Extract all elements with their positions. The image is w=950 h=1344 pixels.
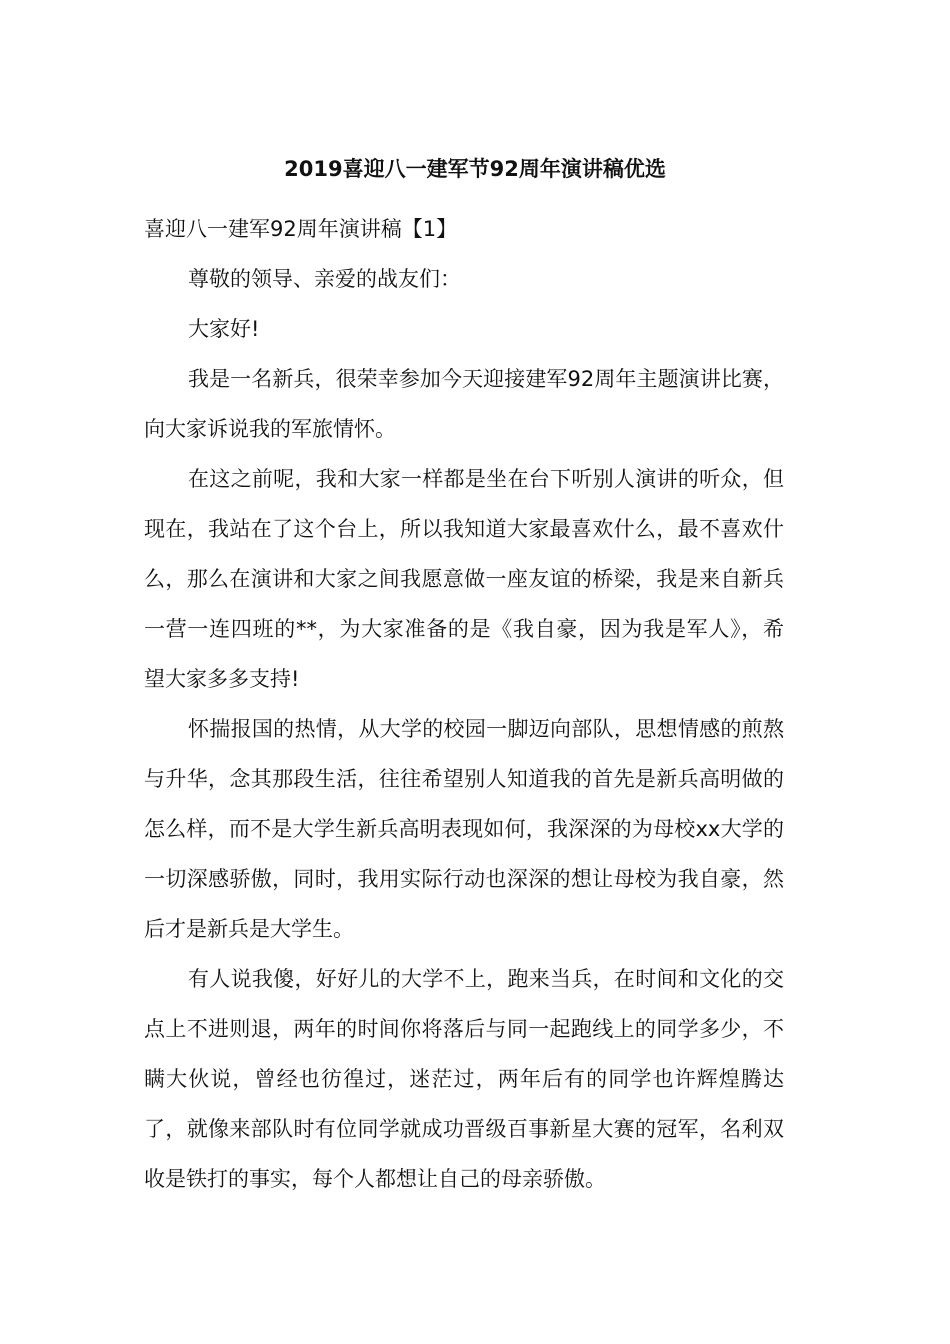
paragraph-greeting-audience: 尊敬的领导、亲爱的战友们： [188,267,461,291]
paragraph-others-opinion: 有人说我傻，好好儿的大学不上，跑来当兵，在时间和文化的交点上不进则退，两年的时间你将落后与同一起跑线上的同学多少，不瞒大伙说，曾经也彷徨过，迷茫过，两年后有的同学也许辉煌腾达了，就像来部队时有位同学就成功晋级百事新星大赛的冠军，名利双收是铁打的事实，每个人都想让自己的母亲骄傲。 [144,967,784,1191]
paragraph-before-now: 在这之前呢，我和大家一样都是坐在台下听别人演讲的听众，但现在，我站在了这个台上，所以我知道大家最喜欢什么，最不喜欢什么，那么在演讲和大家之间我愿意做一座友谊的桥梁，我是来自新兵一营一连四班的**，为大家准备的是《我自豪，因为我是军人》，希望大家多多支持! [144,467,784,691]
document-title: 2019喜迎八一建军节92周年演讲稿优选 [284,157,666,181]
section-heading: 喜迎八一建军92周年演讲稿【1】 [144,217,458,241]
document-body [144,204,784,1204]
paragraph-introduction: 我是一名新兵，很荣幸参加今天迎接建军92周年主题演讲比赛，向大家诉说我的军旅情怀。 [144,367,784,441]
paragraph-patriotism: 怀揣报国的热情，从大学的校园一脚迈向部队，思想情感的煎熬与升华，念其那段生活，往往希望别人知道我的首先是新兵高明做的怎么样，而不是大学生新兵高明表现如何，我深深的为母校xx大学的一切深感骄傲，同时，我用实际行动也深深的想让母校为我自豪，然后才是新兵是大学生。 [144,717,784,941]
paragraph-hello: 大家好! [188,317,260,341]
